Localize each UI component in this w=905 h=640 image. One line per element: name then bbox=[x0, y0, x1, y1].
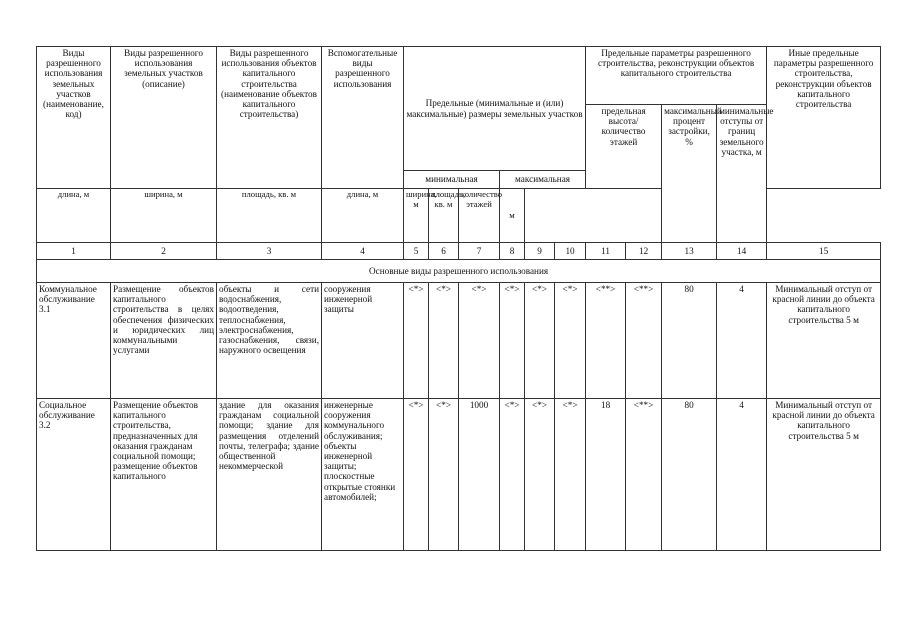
column-number: 1 bbox=[37, 243, 111, 260]
header-max-area: площадь, кв. м bbox=[429, 189, 459, 243]
cell-max-length: <*> bbox=[500, 399, 525, 551]
header-maximum: максимальная bbox=[500, 171, 586, 189]
header-min-setback: минимальные отступы от границ земельного участка, м bbox=[717, 105, 767, 243]
column-number: 7 bbox=[459, 243, 500, 260]
cell-floors: <**> bbox=[586, 283, 626, 399]
cell-max-width: <*> bbox=[525, 399, 555, 551]
header-construction-params: Предельные параметры разрешенного строительства, реконструкции объектов капитального строительства bbox=[586, 47, 767, 105]
header-land-use-description: Виды разрешенного использования земельных участков (описание) bbox=[111, 47, 217, 189]
header-land-use-name: Виды разрешенного использования земельных участков (наименование, код) bbox=[37, 47, 111, 189]
cell-min-length: <*> bbox=[404, 283, 429, 399]
header-max-height: предельная высота/количество этажей bbox=[586, 105, 662, 189]
header-min-width: ширина, м bbox=[111, 189, 217, 243]
column-number: 11 bbox=[586, 243, 626, 260]
table-row bbox=[37, 399, 881, 551]
other-params: Минимальный отступ от красной линии до объекта капитального строительства 5 м bbox=[767, 399, 881, 551]
cell-height-m: <**> bbox=[626, 399, 662, 551]
cell-coverage: 80 bbox=[662, 283, 717, 399]
cell-min-area: <*> bbox=[459, 283, 500, 399]
cell-max-length: <*> bbox=[500, 283, 525, 399]
building-objects: здание для оказания гражданам социальной помощи; здание для размещения отделений почты, телеграфа; здание общественной некоммерческой bbox=[217, 399, 322, 551]
column-number: 3 bbox=[217, 243, 322, 260]
column-number: 5 bbox=[404, 243, 429, 260]
auxiliary-use: сооружения инженерной защиты bbox=[322, 283, 404, 399]
cell-floors: 18 bbox=[586, 399, 626, 551]
column-number: 14 bbox=[717, 243, 767, 260]
column-number: 4 bbox=[322, 243, 404, 260]
header-other-params: Иные предельные параметры разрешенного строительства, реконструкции объектов капитального строительства bbox=[767, 47, 881, 189]
header-max-coverage: максимальный процент застройки, % bbox=[662, 105, 717, 243]
cell-min-width: <*> bbox=[429, 283, 459, 399]
header-max-length: длина, м bbox=[322, 189, 404, 243]
column-number: 15 bbox=[767, 243, 881, 260]
cell-setback: 4 bbox=[717, 283, 767, 399]
header-building-use: Виды разрешенного использования объектов капитального строительства (наименование объектов капитального строительства) bbox=[217, 47, 322, 189]
column-number: 12 bbox=[626, 243, 662, 260]
land-use-name: Коммунальное обслуживание 3.1 bbox=[37, 283, 111, 399]
column-number: 9 bbox=[525, 243, 555, 260]
header-min-area: площадь, кв. м bbox=[217, 189, 322, 243]
cell-height-m: <**> bbox=[626, 283, 662, 399]
header-minimum: минимальная bbox=[404, 171, 500, 189]
cell-min-area: 1000 bbox=[459, 399, 500, 551]
land-use-name: Социальное обслуживание 3.2 bbox=[37, 399, 111, 551]
land-use-description: Размещение объектов капитального строительства, предназначенных для оказания гражданам социальной помощи; размещение объектов капитального bbox=[111, 399, 217, 551]
header-min-length: длина, м bbox=[37, 189, 111, 243]
auxiliary-use: инженерные сооружения коммунального обслуживания; объекты инженерной защиты; плоскостные открытые стоянки автомобилей; bbox=[322, 399, 404, 551]
table-row bbox=[37, 283, 881, 399]
section-title: Основные виды разрешенного использования bbox=[37, 260, 881, 283]
cell-min-width: <*> bbox=[429, 399, 459, 551]
other-params: Минимальный отступ от красной линии до объекта капитального строительства 5 м bbox=[767, 283, 881, 399]
header-floors: количество этажей bbox=[459, 189, 500, 243]
header-max-width: ширина, м bbox=[404, 189, 429, 243]
header-auxiliary-use: Вспомогательные виды разрешенного использования bbox=[322, 47, 404, 189]
column-number: 8 bbox=[500, 243, 525, 260]
cell-min-length: <*> bbox=[404, 399, 429, 551]
column-number-row bbox=[37, 243, 881, 260]
column-number: 6 bbox=[429, 243, 459, 260]
header-plot-size-limits: Предельные (минимальные и (или) максимальные) размеры земельных участков bbox=[404, 47, 586, 171]
cell-max-width: <*> bbox=[525, 283, 555, 399]
header-meters: м bbox=[500, 189, 525, 243]
column-number: 13 bbox=[662, 243, 717, 260]
building-objects: объекты и сети водоснабжения, водоотведения, теплоснабжения, электроснабжения, газоснабжения, связи, наружного освещения bbox=[217, 283, 322, 399]
cell-coverage: 80 bbox=[662, 399, 717, 551]
column-number: 2 bbox=[111, 243, 217, 260]
land-use-table bbox=[36, 46, 881, 551]
land-use-description: Размещение объектов капитального строительства в целях обеспечения физических и юридических лиц коммунальными услугами bbox=[111, 283, 217, 399]
cell-setback: 4 bbox=[717, 399, 767, 551]
cell-max-area: <*> bbox=[555, 399, 586, 551]
cell-max-area: <*> bbox=[555, 283, 586, 399]
column-number: 10 bbox=[555, 243, 586, 260]
